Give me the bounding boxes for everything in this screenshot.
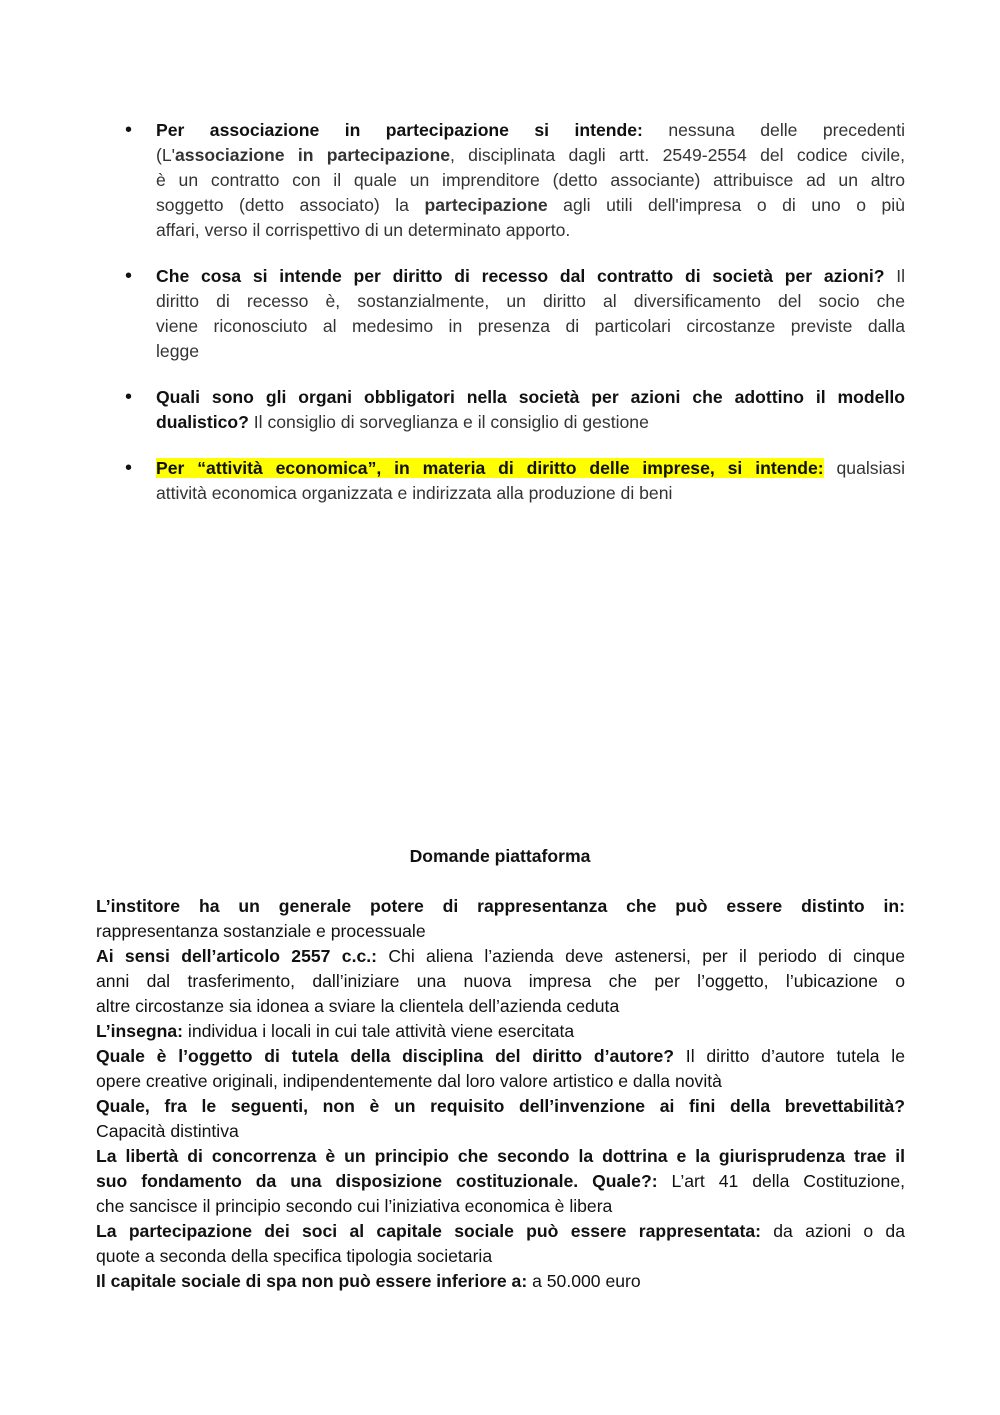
answer-text: Il diritto d’autore tutela le (674, 1046, 906, 1066)
text-line (156, 410, 905, 435)
bullet-dot-icon: • (125, 457, 133, 479)
qa-line (96, 894, 905, 919)
question-text: L’institore ha un generale potere di rappresentanza che può essere distinto in: (96, 896, 905, 916)
text-line (156, 339, 905, 364)
answer-text: Il (884, 266, 905, 286)
answer-text: anni dal trasferimento, dall’iniziare una nuova impresa che per l’oggetto, l’ubicazione o (96, 971, 905, 991)
question-text: suo fondamento da una disposizione costituzionale. Quale?: (96, 1171, 658, 1191)
qa-line (96, 919, 905, 944)
answer-text: che sancisce il principio secondo cui l’iniziativa economica è libera (96, 1196, 613, 1216)
qa-line (96, 944, 905, 969)
answer-text: da azioni o da (760, 1221, 905, 1241)
section-title: Domande piattaforma (409, 846, 591, 866)
qa-line (96, 1094, 905, 1119)
answer-text: Chi aliena l’azienda deve astenersi, per il periodo di cinque (377, 946, 905, 966)
text-line (156, 118, 905, 143)
answer-text: a 50.000 euro (527, 1271, 641, 1291)
bullet-dot-icon: • (125, 386, 133, 408)
answer-text: , disciplinata dagli artt. 2549-2554 del codice civile, (449, 145, 906, 165)
answer-text: (L' (156, 145, 176, 165)
qa-line (96, 1194, 905, 1219)
answer-text: affari, verso il corrispettivo di un determinato apporto. (156, 220, 571, 240)
qa-line (96, 1244, 905, 1269)
answer-text: soggetto (detto associato) la (156, 195, 425, 215)
text-line (156, 385, 905, 410)
question-text: L’insegna: (96, 1021, 184, 1041)
question-text: La partecipazione dei soci al capitale sociale può essere rappresentata: (96, 1221, 761, 1241)
question-text: Che cosa si intende per diritto di recesso dal contratto di società per azioni? (156, 266, 885, 286)
answer-text: nessuna delle precedenti (642, 120, 906, 140)
answer-text: L’art 41 della Costituzione, (657, 1171, 905, 1191)
answer-text: Capacità distintiva (96, 1121, 239, 1141)
qa-line (96, 1069, 905, 1094)
question-text: dualistico? (156, 412, 249, 432)
bullet-dot-icon: • (125, 265, 133, 287)
question-text: Il capitale sociale di spa non può essere inferiore a: (96, 1271, 528, 1291)
text-line (156, 456, 905, 481)
question-text: Ai sensi dell’articolo 2557 c.c.: (96, 946, 377, 966)
text-line (156, 168, 905, 193)
text-line (156, 193, 905, 218)
answer-text: opere creative originali, indipendentemente dal loro valore artistico e dalla novità (96, 1071, 722, 1091)
answer-text: diritto di recesso è, sostanzialmente, un diritto al diversificamento del socio che (156, 291, 905, 311)
question-text: Quali sono gli organi obbligatori nella società per azioni che adottino il modello (156, 387, 905, 407)
qa-line (96, 1144, 905, 1169)
qa-line (96, 994, 905, 1019)
answer-text: legge (156, 341, 200, 361)
answer-text: è un contratto con il quale un imprenditore (detto associante) attribuisce ad un altro (156, 170, 905, 190)
answer-text: altre circostanze sia idonea a sviare la clientela dell’azienda ceduta (96, 996, 620, 1016)
highlighted-question: Per “attività economica”, in materia di diritto delle imprese, si intende: (156, 458, 824, 478)
question-text: Quale è l’oggetto di tutela della disciplina del diritto d’autore? (96, 1046, 675, 1066)
bullet-dot-icon: • (125, 119, 133, 141)
answer-text: rappresentanza sostanziale e processuale (96, 921, 426, 941)
answer-text: viene riconosciuto al medesimo in presenza di particolari circostanze previste dalla (156, 316, 905, 336)
answer-text: attività economica organizzata e indirizzata alla produzione di beni (156, 483, 673, 503)
text-line (156, 218, 905, 243)
qa-line (96, 1169, 905, 1194)
bold-term: partecipazione (424, 195, 548, 215)
answer-text: quote a seconda della specifica tipologia societaria (96, 1246, 493, 1266)
qa-line (96, 1119, 905, 1144)
answer-text: Il consiglio di sorveglianza e il consiglio di gestione (248, 412, 649, 432)
answer-text: individua i locali in cui tale attività viene esercitata (183, 1021, 575, 1041)
text-line (156, 481, 905, 506)
text-line (156, 264, 905, 289)
qa-line (96, 969, 905, 994)
qa-line (96, 1019, 905, 1044)
question-text: Quale, fra le seguenti, non è un requisito dell’invenzione ai fini della brevettabilità? (96, 1096, 905, 1116)
qa-line (96, 1219, 905, 1244)
text-line (156, 289, 905, 314)
answer-text: qualsiasi (823, 458, 905, 478)
qa-line (96, 1044, 905, 1069)
text-line (156, 314, 905, 339)
question-text: Per associazione in partecipazione si intende: (156, 120, 643, 140)
text-line (156, 143, 905, 168)
question-text: La libertà di concorrenza è un principio che secondo la dottrina e la giurisprudenza trae il (96, 1146, 905, 1166)
bold-term: associazione in partecipazione (175, 145, 450, 165)
answer-text: agli utili dell'impresa o di uno o più (547, 195, 906, 215)
qa-line (96, 1269, 905, 1294)
